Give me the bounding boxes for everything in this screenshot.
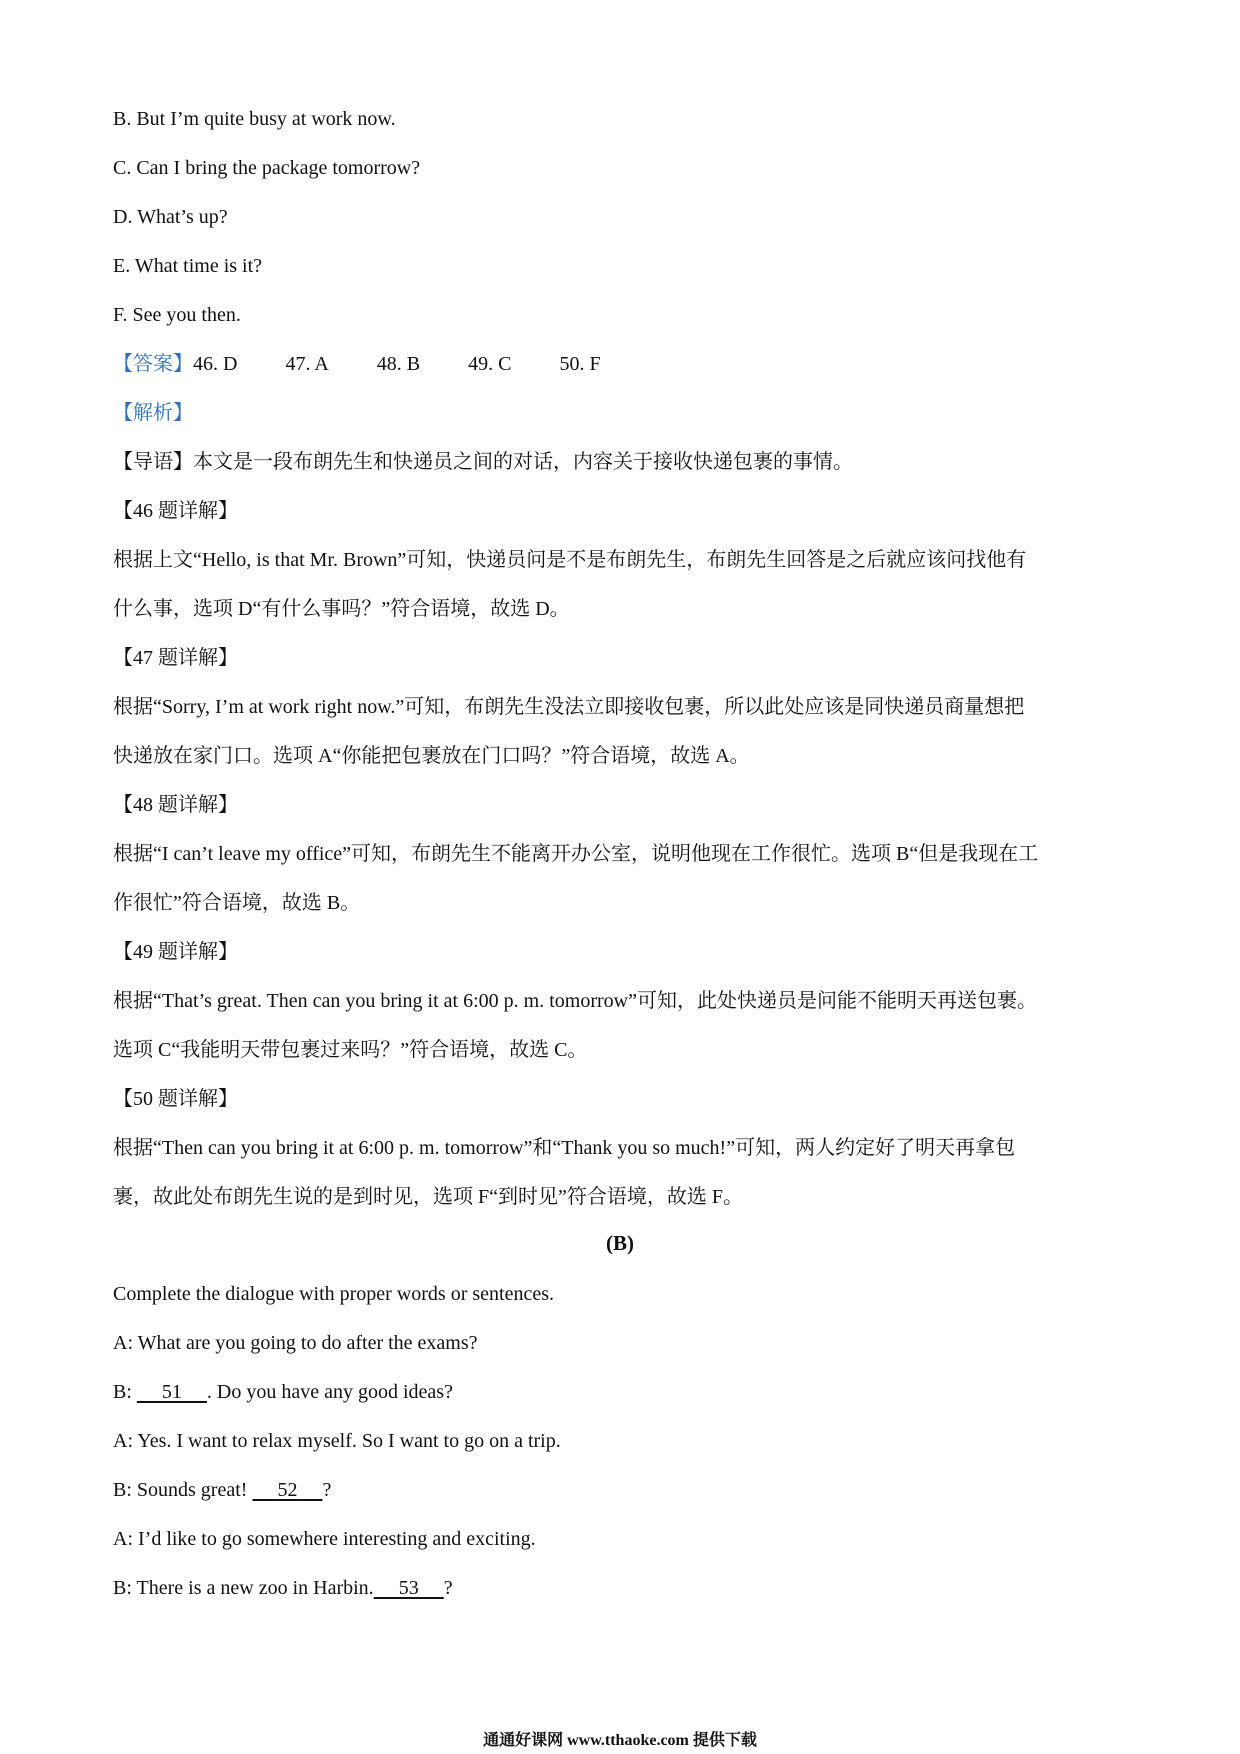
- blank-52: [252, 1476, 322, 1504]
- section-b-instruction: Complete the dialogue with proper words or sentences.: [113, 1283, 554, 1305]
- detail-text: 裹，故此处布朗先生说的是到时见，选项 F“到时见”符合语境，故选 F。: [113, 1186, 743, 1208]
- blank-number: 52: [277, 1479, 298, 1501]
- dialogue-prefix: B: There is a new zoo in Harbin.: [113, 1577, 374, 1599]
- detail-text: 作很忙”符合语境，故选 B。: [113, 892, 361, 914]
- option-d: D. What’s up?: [113, 206, 228, 228]
- dialogue-line-b2: [113, 1476, 331, 1504]
- page-footer: 通通好课网 www.tthaoke.com 提供下载: [483, 1732, 757, 1749]
- answer-line: [113, 350, 649, 378]
- dialogue-suffix: ?: [443, 1577, 453, 1599]
- detail-text: 根据“I can’t leave my office”可知，布朗先生不能离开办公室，说明他现在工作很忙。选项 B“但是我现在工: [113, 843, 1039, 865]
- detail-text: 根据“Then can you bring it at 6:00 p. m. tomorrow”和“Thank you so much!”可知，两人约定好了明天再拿包: [113, 1137, 1016, 1159]
- detail-text: 什么事，选项 D“有什么事吗？”符合语境，故选 D。: [113, 598, 570, 620]
- dialogue-prefix: B: Sounds great!: [113, 1479, 253, 1501]
- dialogue-line-a3: A: I’d like to go somewhere interesting and exciting.: [113, 1528, 536, 1550]
- dialogue-suffix: ?: [322, 1479, 332, 1501]
- blank-51: [137, 1378, 207, 1406]
- answer-item: 48. B: [376, 353, 421, 375]
- dialogue-line-b3: [113, 1574, 453, 1602]
- answer-item: 50. F: [559, 353, 601, 375]
- answer-label: 【答案】: [113, 353, 193, 375]
- dialogue-line-b1: [113, 1378, 453, 1406]
- dialogue-suffix: . Do you have any good ideas?: [206, 1381, 453, 1403]
- dialogue-line-a1: A: What are you going to do after the exams?: [113, 1332, 478, 1354]
- option-c: C. Can I bring the package tomorrow?: [113, 157, 421, 179]
- option-f: F. See you then.: [113, 304, 241, 326]
- detail-title: 【46 题详解】: [113, 500, 238, 522]
- answer-item: 47. A: [285, 353, 329, 375]
- detail-title: 【49 题详解】: [113, 941, 238, 963]
- detail-title: 【50 题详解】: [113, 1088, 238, 1110]
- answer-item: 49. C: [468, 353, 512, 375]
- answer-item: 46. D: [193, 353, 238, 375]
- detail-title: 【47 题详解】: [113, 647, 238, 669]
- detail-text: 选项 C“我能明天带包裹过来吗？”符合语境，故选 C。: [113, 1039, 588, 1061]
- blank-number: 53: [398, 1577, 419, 1599]
- detail-text: 根据“Sorry, I’m at work right now.”可知，布朗先生没法立即接收包裹，所以此处应该是同快递员商量想把: [113, 696, 1025, 718]
- detail-text: 根据上文“Hello, is that Mr. Brown”可知，快递员问是不是布朗先生，布朗先生回答是之后就应该问找他有: [113, 549, 1027, 571]
- option-b: B. But I’m quite busy at work now.: [113, 108, 396, 130]
- dialogue-prefix: B:: [113, 1381, 137, 1403]
- blank-53: [374, 1574, 444, 1602]
- detail-title: 【48 题详解】: [113, 794, 238, 816]
- blank-number: 51: [161, 1381, 182, 1403]
- section-b-heading: (B): [606, 1231, 634, 1255]
- detail-text: 根据“That’s great. Then can you bring it at 6:00 p. m. tomorrow”可知，此处快递员是问能不能明天再送包裹。: [113, 990, 1037, 1012]
- analysis-label: 【解析】: [113, 402, 193, 424]
- guide-text: 【导语】本文是一段布朗先生和快递员之间的对话，内容关于接收快递包裹的事情。: [113, 451, 853, 473]
- dialogue-line-a2: A: Yes. I want to relax myself. So I want to go on a trip.: [113, 1430, 561, 1452]
- detail-text: 快递放在家门口。选项 A“你能把包裹放在门口吗？”符合语境，故选 A。: [113, 745, 750, 767]
- option-e: E. What time is it?: [113, 255, 263, 277]
